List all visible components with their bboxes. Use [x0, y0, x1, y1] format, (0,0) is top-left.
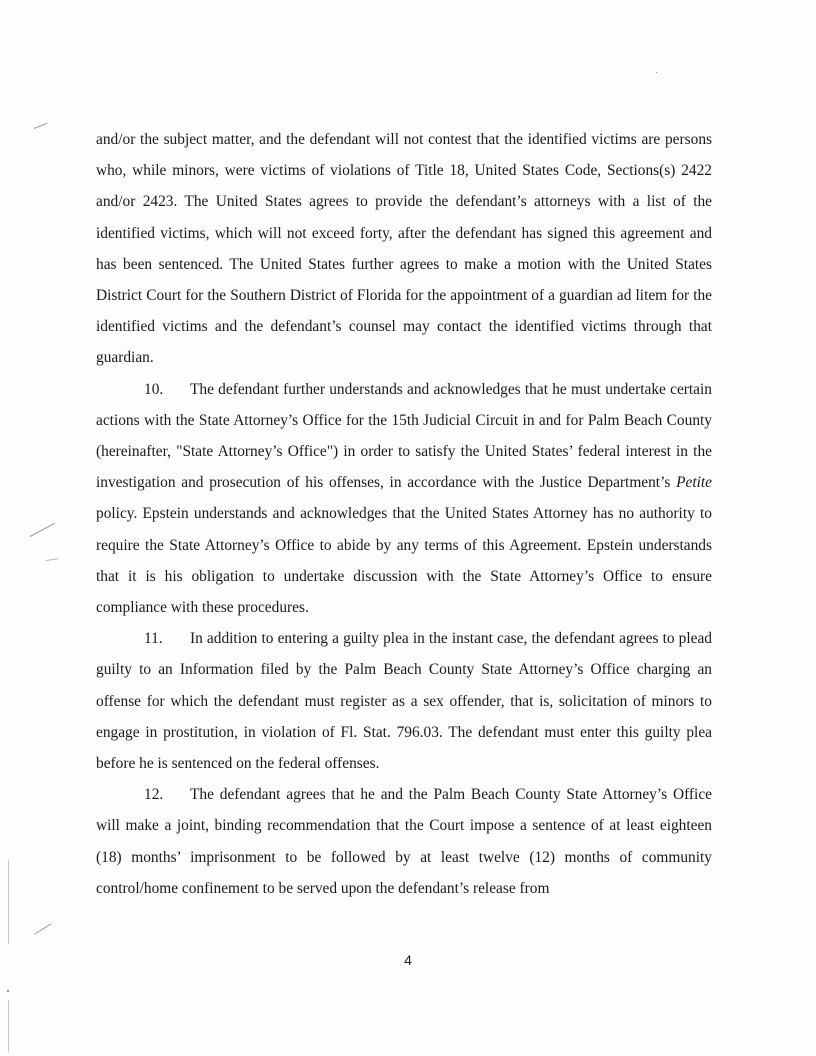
page-number: 4 — [404, 952, 412, 968]
paragraph-number: 10. — [144, 380, 164, 398]
scan-artifact — [34, 923, 51, 934]
paragraph-text: In addition to entering a guilty plea in the instant case, the defendant agrees to plead guilty to an Information filed by the Palm Beach County State Attorney’s Office charging an offense for which the defendant must register as a sex offender, that is, solicitation of minors to engage in prostitution, in violation of Fl. Stat. 796.03. The defendant must enter this guilty plea before he is sentenced on the federal offenses. — [96, 630, 712, 773]
paragraph-12 — [96, 779, 712, 904]
scan-artifact — [46, 558, 58, 561]
paragraph-text: policy. Epstein understands and acknowledges that the United States Attorney has no authority to require the State Attorney’s Office to abide by any terms of this Agreement. Epstein understands that it is his obligation to undertake discussion with the State Attorney’s Office to ensure compliance with these procedures. — [96, 505, 712, 617]
scan-artifact — [8, 860, 9, 944]
paragraph-italic-term: Petite — [676, 474, 712, 492]
scan-artifact — [8, 1000, 9, 1052]
agreement-body — [96, 124, 712, 904]
paragraph-continued — [96, 124, 712, 374]
paragraph-number: 12. — [144, 786, 164, 804]
paragraph-10 — [96, 374, 712, 624]
paragraph-number: 11. — [144, 630, 163, 648]
scan-artifact — [34, 123, 47, 129]
paragraph-11 — [96, 623, 712, 779]
scan-artifact — [7, 990, 9, 992]
paragraph-text: The defendant further understands and acknowledges that he must undertake certain actions with the State Attorney’s Office for the 15th Judicial Circuit in and for Palm Beach County (hereinafter, "State Attorney’s Office") in order to satisfy the United States’ federal interest in the investigation and prosecution of his offenses, in accordance with the Justice Department’s — [96, 380, 712, 492]
paragraph-text: The defendant agrees that he and the Palm Beach County State Attorney’s Office will make a joint, binding recommendation that the Court impose a sentence of at least eighteen (18) months’ imprisonment to be followed by at least twelve (12) months of community control/home confinement to be served upon the defendant’s release from — [96, 786, 712, 897]
paragraph-text: and/or the subject matter, and the defendant will not contest that the identified victims are persons who, while minors, were victims of violations of Title 18, United States Code, Sections(s) 2422 and/or 2423. The United States agrees to provide the defendant’s attorneys with a list of the identified victims, which will not exceed forty, after the defendant has signed this agreement and has been sentenced. The United States further agrees to make a motion with the United States District Court for the Southern District of Florida for the appointment of a guardian ad litem for the identified victims and the defendant’s counsel may contact the identified victims through that guardian. — [96, 131, 712, 367]
scan-artifact — [656, 72, 657, 73]
scan-artifact — [30, 523, 55, 537]
